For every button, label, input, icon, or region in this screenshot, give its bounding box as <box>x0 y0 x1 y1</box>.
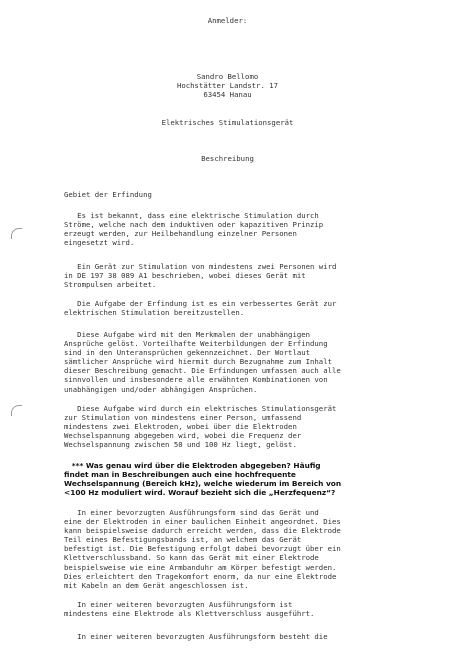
paragraph: Die Aufgabe der Erfindung ist es ein verbessertes Gerät zur elektrischen Stimulation bereitzustellen. <box>64 299 337 318</box>
binder-mark-icon <box>11 405 22 416</box>
field-heading: Gebiet der Erfindung <box>64 190 152 199</box>
applicant-city: 63454 Hanau <box>203 90 252 99</box>
applicant-name: Sandro Bellomo <box>196 72 259 81</box>
review-comment: *** Was genau wird über die Elektroden abgegeben? Häufig findet man in Beschreibungen auch eine hochfrequente Wechselspannung (Bereich kHz), welche wiederum im Bereich von <100 Hz moduliert wird. Worauf bezieht sich die „Herzfequenz“? <box>64 461 342 498</box>
binder-mark-icon <box>11 228 22 239</box>
paragraph: Ein Gerät zur Stimulation von mindestens zwei Personen wird in DE 197 38 089 A1 beschrieben, wobei dieses Gerät mit Strompulsen arbeitet. <box>64 262 337 290</box>
document-title: Elektrisches Stimulationsgerät <box>161 118 294 127</box>
applicant-label: Anmelder: <box>207 16 248 25</box>
paragraph: In einer weiteren bevorzugten Ausführungsform besteht die <box>64 632 328 641</box>
paragraph: Diese Aufgabe wird mit den Merkmalen der unabhängigen Ansprüche gelöst. Vorteilhafte Weiterbildungen der Erfindung sind in den Unteransprüchen gekennzeichnet. Der Wortlaut sämtlicher Ansprüche wird hiermit durch Bezugnahme zum Inhalt dieser Beschreibung gemacht. Die Erfindungen umfassen auch alle sinnvollen und insbesondere alle erwähnten Kombinationen von unabhängigen und/oder abhängigen Ansprüchen. <box>64 330 341 394</box>
paragraph: In einer weiteren bevorzugten Ausführungsform ist mindestens eine Elektrode als Klettverschluss ausgeführt. <box>64 600 315 619</box>
section-title: Beschreibung <box>201 154 254 163</box>
paragraph: Es ist bekannt, dass eine elektrische Stimulation durch Ströme, welche nach dem induktiven oder kapazitiven Prinzip erzeugt werden, zur Heilbehandlung einzelner Personen eingesetzt wird. <box>64 211 324 248</box>
paragraph: Diese Aufgabe wird durch ein elektrisches Stimulationsgerät zur Stimulation von mindestens einer Person, umfassend mindestens zwei Elektroden, wobei über die Elektroden Wechselspannung abgegeben wird, wobei die Frequenz der Wechselspannung zwischen 50 und 100 Hz liegt, gelöst. <box>64 404 337 450</box>
paragraph: In einer bevorzugten Ausführungsform sind das Gerät und eine der Elektroden in einer baulichen Einheit angeordnet. Dies kann beispielsweise dadurch erreicht werden, dass die Elektrode Teil eines Befestigungsbands ist, an welchem das Gerät befestigt ist. Die Befestigung erfolgt dabei bevorzugt über ein Klettverschlussband. So kann das Gerät mit einer Elektrode beispielsweise wie eine Armbanduhr am Körper befestigt werden. Dies erleichtert den Tragekomfort enorm, da nur eine Elektrode mit Kabeln an dem Gerät angeschlossen ist. <box>64 508 341 590</box>
applicant-street: Hochstätter Landstr. 17 <box>176 81 279 90</box>
